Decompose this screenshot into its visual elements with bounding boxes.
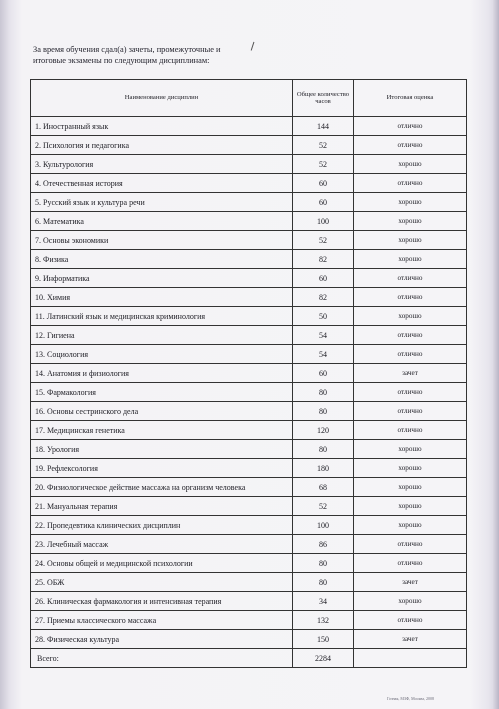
discipline-name: 8. Физика: [31, 250, 293, 269]
discipline-grade: зачет: [354, 364, 467, 383]
table-row: [31, 307, 467, 326]
discipline-grade: хорошо: [354, 478, 467, 497]
discipline-name: 14. Анатомия и физиология: [31, 364, 293, 383]
discipline-hours: 60: [293, 364, 354, 383]
discipline-grade: отлично: [354, 554, 467, 573]
discipline-name: 4. Отечественная история: [31, 174, 293, 193]
table-row: [31, 440, 467, 459]
table-row: [31, 478, 467, 497]
discipline-name: 27. Приемы классического массажа: [31, 611, 293, 630]
discipline-name: 17. Медицинская генетика: [31, 421, 293, 440]
discipline-name: 15. Фармакология: [31, 383, 293, 402]
table-row: [31, 611, 467, 630]
table-row: [31, 117, 467, 136]
discipline-hours: 144: [293, 117, 354, 136]
discipline-hours: 180: [293, 459, 354, 478]
discipline-grade: отлично: [354, 535, 467, 554]
discipline-name: 1. Иностранный язык: [31, 117, 293, 136]
printer-imprint: Гознак, МЗФ, Москва, 2008: [387, 696, 435, 701]
discipline-hours: 86: [293, 535, 354, 554]
table-row: [31, 554, 467, 573]
discipline-name: 3. Культурология: [31, 155, 293, 174]
discipline-name: 9. Информатика: [31, 269, 293, 288]
table-row: [31, 402, 467, 421]
discipline-hours: 100: [293, 212, 354, 231]
table-row: [31, 592, 467, 611]
discipline-name: 18. Урология: [31, 440, 293, 459]
table-body: [31, 117, 467, 649]
discipline-grade: зачет: [354, 630, 467, 649]
table-row: [31, 516, 467, 535]
table-row: [31, 155, 467, 174]
header-hours: Общее количество часов: [293, 80, 354, 117]
discipline-grade: отлично: [354, 174, 467, 193]
table-row: [31, 269, 467, 288]
discipline-hours: 80: [293, 573, 354, 592]
table-row: [31, 573, 467, 592]
discipline-hours: 50: [293, 307, 354, 326]
discipline-grade: отлично: [354, 383, 467, 402]
table-header-row: [31, 80, 467, 117]
discipline-hours: 120: [293, 421, 354, 440]
discipline-name: 13. Социология: [31, 345, 293, 364]
discipline-grade: отлично: [354, 421, 467, 440]
table-row: [31, 231, 467, 250]
heading-line-2: итоговые экзамены по следующим дисциплинам:: [33, 55, 210, 65]
discipline-grade: отлично: [354, 326, 467, 345]
discipline-hours: 80: [293, 402, 354, 421]
discipline-hours: 80: [293, 554, 354, 573]
table-row: [31, 193, 467, 212]
table-row: [31, 288, 467, 307]
discipline-hours: 52: [293, 497, 354, 516]
discipline-grade: хорошо: [354, 440, 467, 459]
discipline-name: 12. Гигиена: [31, 326, 293, 345]
heading-line-1: За время обучения сдал(а) зачеты, промежуточные и: [33, 45, 221, 54]
discipline-name: 25. ОБЖ: [31, 573, 293, 592]
table-row: [31, 535, 467, 554]
header-grade: Итоговая оценка: [354, 80, 467, 117]
discipline-grade: хорошо: [354, 516, 467, 535]
table-row: [31, 421, 467, 440]
discipline-name: 2. Психология и педагогика: [31, 136, 293, 155]
discipline-grade: хорошо: [354, 307, 467, 326]
discipline-hours: 34: [293, 592, 354, 611]
page-edge: [493, 0, 499, 709]
total-row: [31, 649, 467, 668]
discipline-name: 28. Физическая культура: [31, 630, 293, 649]
discipline-hours: 82: [293, 250, 354, 269]
table-row: [31, 383, 467, 402]
discipline-name: 19. Рефлексология: [31, 459, 293, 478]
discipline-hours: 52: [293, 136, 354, 155]
discipline-grade: отлично: [354, 117, 467, 136]
discipline-name: 21. Мануальная терапия: [31, 497, 293, 516]
discipline-grade: хорошо: [354, 250, 467, 269]
discipline-name: 24. Основы общей и медицинской психологии: [31, 554, 293, 573]
discipline-name: 10. Химия: [31, 288, 293, 307]
discipline-grade: хорошо: [354, 212, 467, 231]
discipline-grade: зачет: [354, 573, 467, 592]
discipline-grade: хорошо: [354, 497, 467, 516]
discipline-grade: хорошо: [354, 592, 467, 611]
discipline-name: 23. Лечебный массаж: [31, 535, 293, 554]
table-row: [31, 345, 467, 364]
discipline-grade: отлично: [354, 345, 467, 364]
discipline-grade: хорошо: [354, 459, 467, 478]
total-hours: 2284: [293, 649, 354, 668]
discipline-name: 26. Клиническая фармакология и интенсивная терапия: [31, 592, 293, 611]
discipline-name: 16. Основы сестринского дела: [31, 402, 293, 421]
discipline-hours: 150: [293, 630, 354, 649]
table-row: [31, 174, 467, 193]
discipline-grade: отлично: [354, 269, 467, 288]
discipline-hours: 60: [293, 269, 354, 288]
discipline-grade: отлично: [354, 402, 467, 421]
table-row: [31, 459, 467, 478]
discipline-grade: хорошо: [354, 155, 467, 174]
discipline-hours: 60: [293, 174, 354, 193]
discipline-hours: 132: [293, 611, 354, 630]
discipline-name: 11. Латинский язык и медицинская криминология: [31, 307, 293, 326]
discipline-hours: 54: [293, 326, 354, 345]
discipline-hours: 60: [293, 193, 354, 212]
discipline-grade: отлично: [354, 136, 467, 155]
discipline-grade: хорошо: [354, 193, 467, 212]
discipline-name: 6. Математика: [31, 212, 293, 231]
discipline-grade: отлично: [354, 288, 467, 307]
discipline-name: 20. Физиологическое действие массажа на организм человека: [31, 478, 293, 497]
table-row: [31, 250, 467, 269]
table-row: [31, 630, 467, 649]
discipline-name: 7. Основы экономики: [31, 231, 293, 250]
discipline-grade: отлично: [354, 611, 467, 630]
discipline-hours: 54: [293, 345, 354, 364]
table-row: [31, 212, 467, 231]
discipline-hours: 80: [293, 383, 354, 402]
discipline-grade: хорошо: [354, 231, 467, 250]
discipline-name: 22. Пропедевтика клинических дисциплин: [31, 516, 293, 535]
discipline-hours: 68: [293, 478, 354, 497]
discipline-name: 5. Русский язык и культура речи: [31, 193, 293, 212]
total-label: Всего:: [31, 649, 293, 668]
table-row: [31, 136, 467, 155]
disciplines-table: [30, 79, 467, 668]
table-row: [31, 497, 467, 516]
discipline-hours: 80: [293, 440, 354, 459]
total-grade: [354, 649, 467, 668]
discipline-hours: 100: [293, 516, 354, 535]
discipline-hours: 82: [293, 288, 354, 307]
table-row: [31, 364, 467, 383]
discipline-hours: 52: [293, 231, 354, 250]
discipline-hours: 52: [293, 155, 354, 174]
table-row: [31, 326, 467, 345]
header-discipline: Наименование дисциплин: [31, 80, 293, 117]
